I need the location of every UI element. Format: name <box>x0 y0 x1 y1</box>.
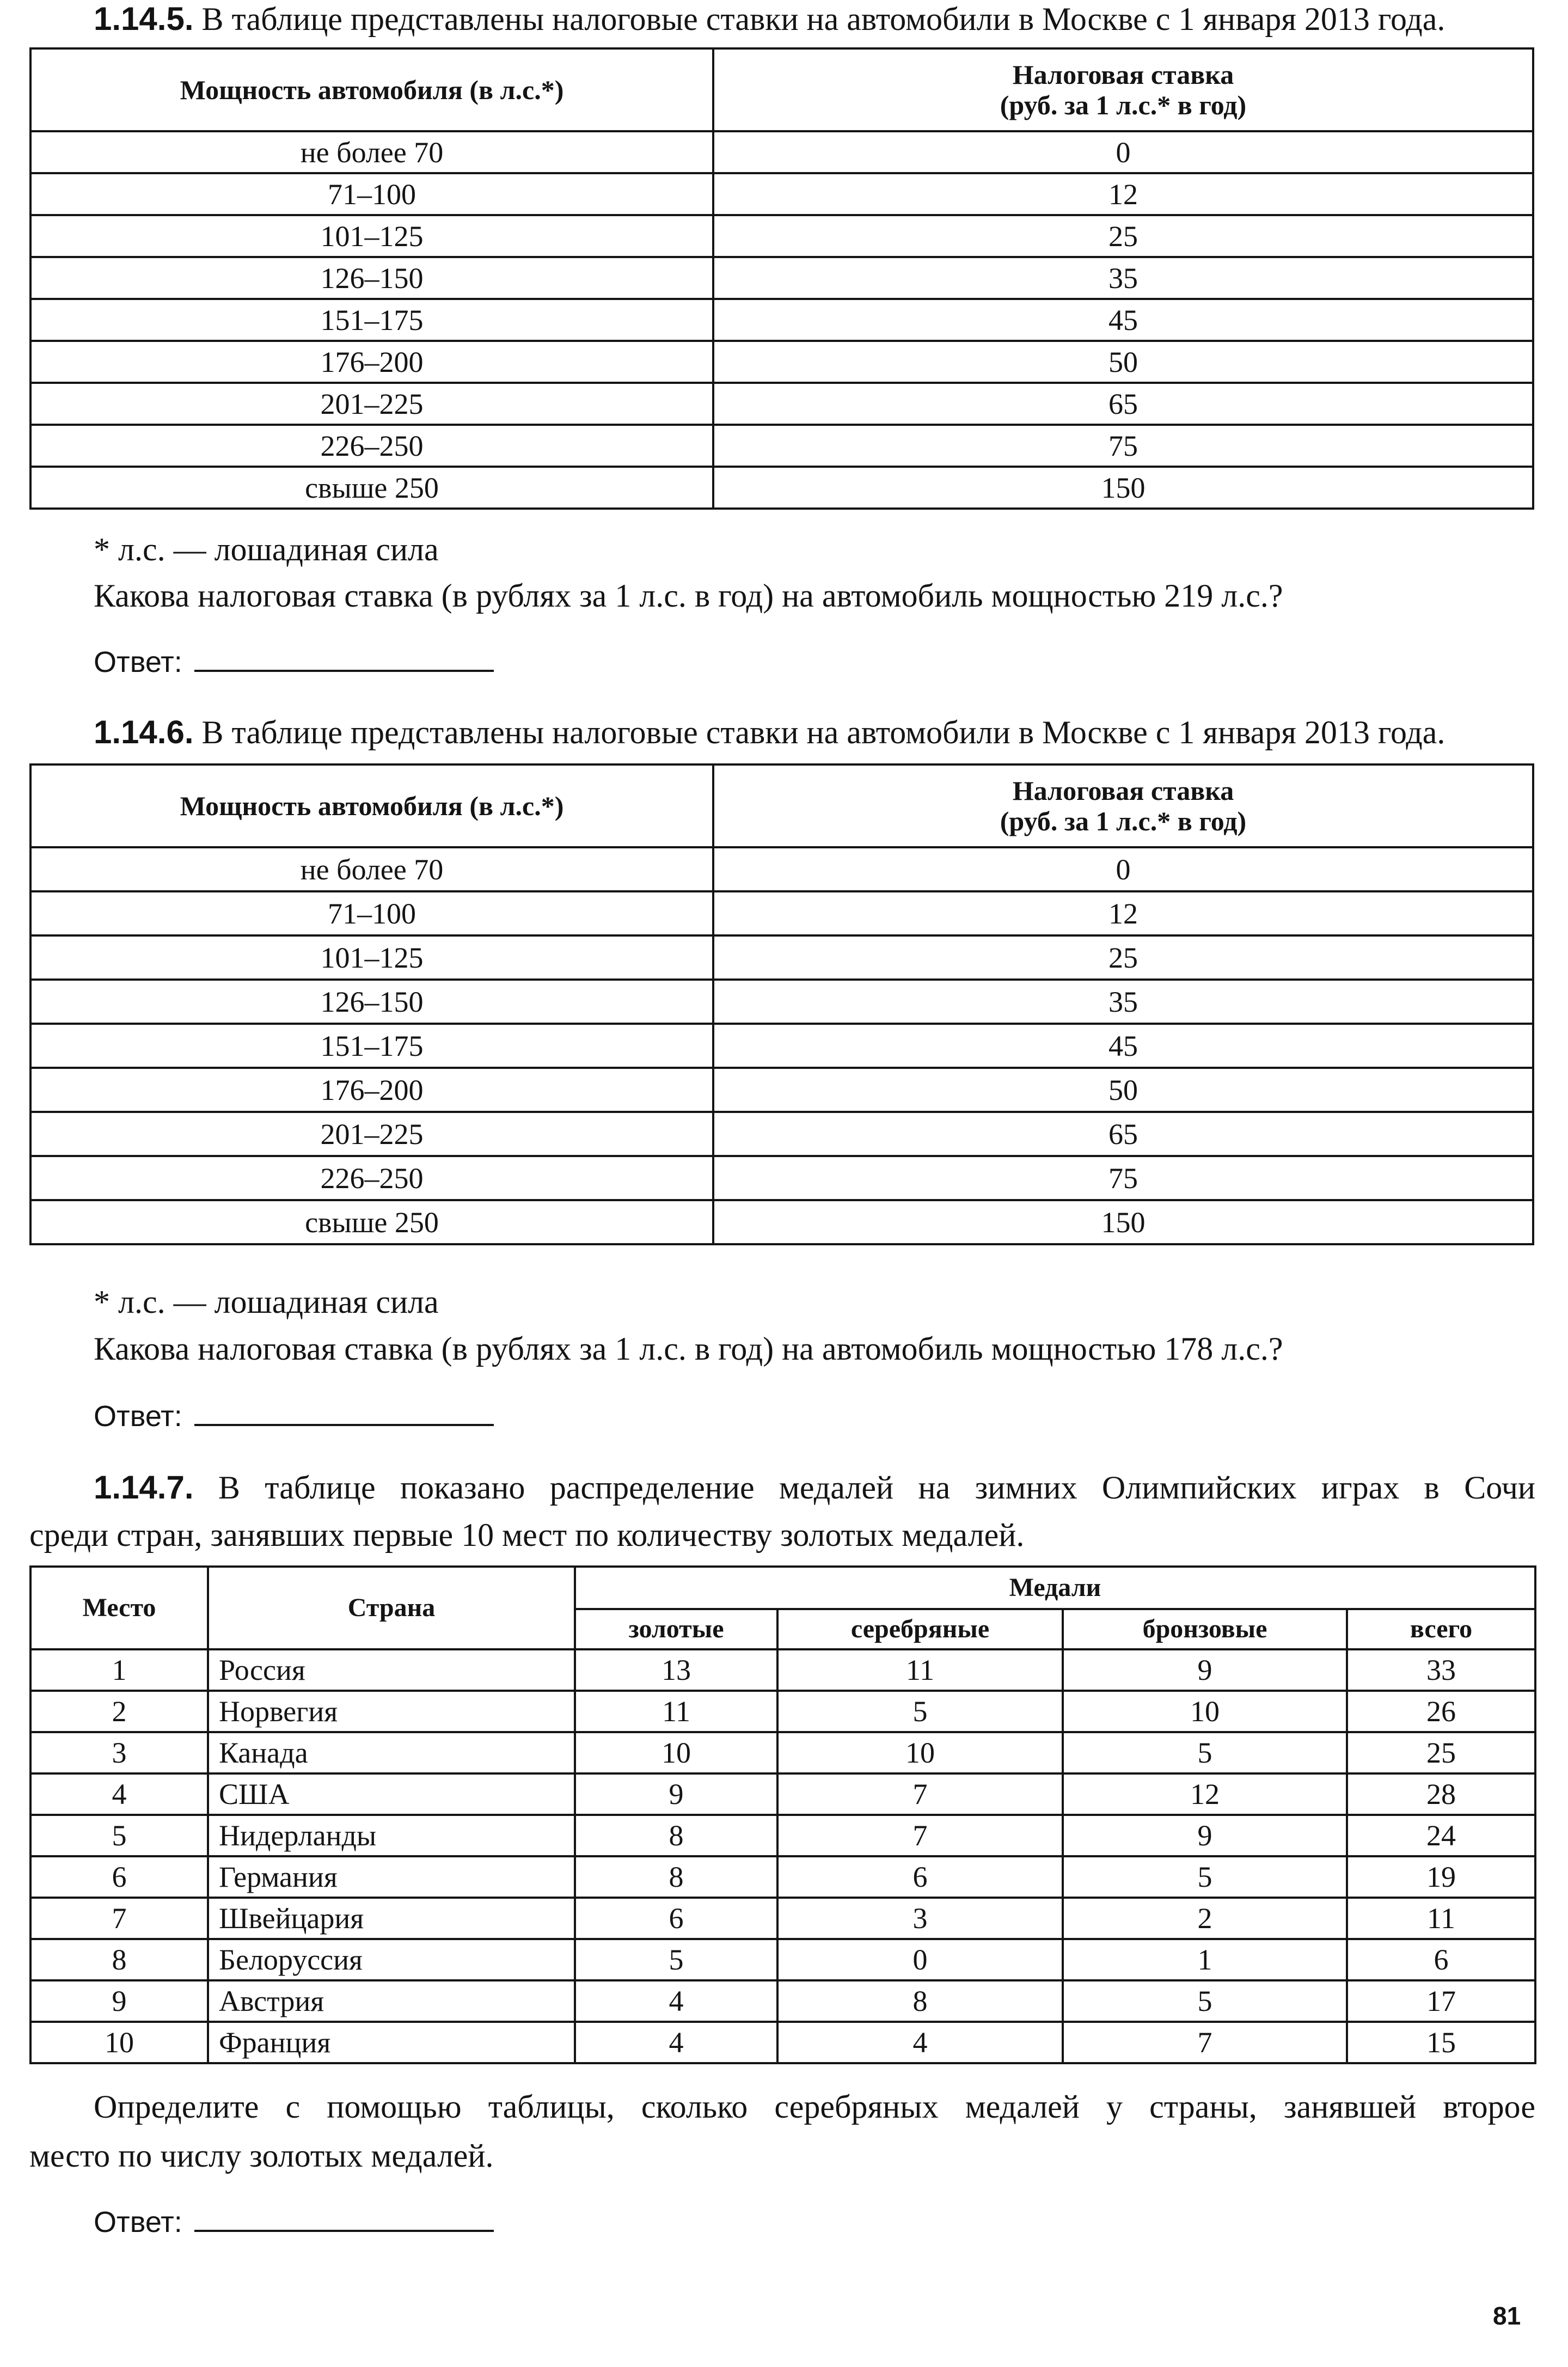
rate-cell: 75 <box>713 1156 1533 1200</box>
silver-cell: 7 <box>777 1815 1063 1856</box>
bronze-cell: 9 <box>1063 1649 1347 1691</box>
question: Какова налоговая ставка (в рублях за 1 л.с. в год) на автомобиль мощностью 219 л.с.? <box>94 578 1283 614</box>
table-row <box>30 1732 1535 1773</box>
header-rate <box>713 764 1533 847</box>
header-power: Мощность автомобиля (в л.с.*) <box>30 48 713 131</box>
country-cell: США <box>208 1773 575 1815</box>
problem-intro-text: В таблице представлены налоговые ставки на автомобили в Москве с 1 января 2013 года. <box>201 1 1445 37</box>
total-cell: 26 <box>1347 1691 1535 1732</box>
power-cell: 226–250 <box>30 1156 713 1200</box>
gold-cell: 4 <box>575 2022 777 2063</box>
power-cell: 226–250 <box>30 425 713 467</box>
power-cell: свыше 250 <box>30 1200 713 1244</box>
answer-field <box>94 643 494 679</box>
answer-field <box>94 1397 494 1433</box>
power-cell: 126–150 <box>30 257 713 299</box>
country-cell: Швейцария <box>208 1898 575 1939</box>
bronze-cell: 5 <box>1063 1980 1347 2022</box>
country-cell: Россия <box>208 1649 575 1691</box>
rate-cell: 12 <box>713 891 1533 935</box>
table-row <box>30 1815 1535 1856</box>
table-row <box>30 299 1533 341</box>
table-row <box>30 891 1533 935</box>
table-row <box>30 1856 1535 1898</box>
place-cell: 10 <box>30 2022 208 2063</box>
rate-cell: 0 <box>713 847 1533 891</box>
total-cell: 25 <box>1347 1732 1535 1773</box>
table-header-row <box>30 764 1533 847</box>
table-row <box>30 383 1533 425</box>
power-cell: не более 70 <box>30 131 713 173</box>
table-row <box>30 1649 1535 1691</box>
table-row <box>30 1980 1535 2022</box>
power-cell: 101–125 <box>30 215 713 257</box>
total-cell: 11 <box>1347 1898 1535 1939</box>
power-cell: свыше 250 <box>30 467 713 509</box>
table-row <box>30 173 1533 215</box>
table-row <box>30 1112 1533 1156</box>
power-cell: 201–225 <box>30 1112 713 1156</box>
bronze-cell: 12 <box>1063 1773 1347 1815</box>
table-row <box>30 131 1533 173</box>
header-power: Мощность автомобиля (в л.с.*) <box>30 764 713 847</box>
gold-cell: 5 <box>575 1939 777 1980</box>
silver-cell: 8 <box>777 1980 1063 2022</box>
rate-cell: 35 <box>713 257 1533 299</box>
bronze-cell: 5 <box>1063 1856 1347 1898</box>
rate-cell: 65 <box>713 1112 1533 1156</box>
rate-cell: 0 <box>713 131 1533 173</box>
header-rate <box>713 48 1533 131</box>
gold-cell: 4 <box>575 1980 777 2022</box>
rate-cell: 150 <box>713 1200 1533 1244</box>
power-cell: 151–175 <box>30 299 713 341</box>
table-row <box>30 1773 1535 1815</box>
header-bronze: бронзовые <box>1063 1609 1347 1649</box>
table-row <box>30 980 1533 1024</box>
question-line2: место по числу золотых медалей. <box>29 2138 494 2174</box>
header-place: Место <box>30 1567 208 1649</box>
rate-cell: 25 <box>713 215 1533 257</box>
problem-2-intro <box>94 713 1445 752</box>
place-cell: 7 <box>30 1898 208 1939</box>
table-row <box>30 1156 1533 1200</box>
rate-cell: 50 <box>713 341 1533 383</box>
table-row <box>30 1068 1533 1112</box>
country-cell: Франция <box>208 2022 575 2063</box>
gold-cell: 8 <box>575 1815 777 1856</box>
gold-cell: 10 <box>575 1732 777 1773</box>
power-cell: не более 70 <box>30 847 713 891</box>
problem-3-intro-line1 <box>94 1469 1535 1507</box>
rate-cell: 65 <box>713 383 1533 425</box>
rate-cell: 12 <box>713 173 1533 215</box>
header-total: всего <box>1347 1609 1535 1649</box>
rate-cell: 45 <box>713 299 1533 341</box>
table-row <box>30 425 1533 467</box>
place-cell: 5 <box>30 1815 208 1856</box>
table-row <box>30 215 1533 257</box>
problem-number: 1.14.6. <box>94 714 194 750</box>
power-cell: 201–225 <box>30 383 713 425</box>
rate-cell: 25 <box>713 935 1533 980</box>
place-cell: 9 <box>30 1980 208 2022</box>
rate-cell: 35 <box>713 980 1533 1024</box>
silver-cell: 11 <box>777 1649 1063 1691</box>
power-cell: 71–100 <box>30 173 713 215</box>
table-row <box>30 1691 1535 1732</box>
answer-label: Ответ: <box>94 2206 182 2238</box>
answer-line[interactable] <box>194 643 494 672</box>
place-cell: 4 <box>30 1773 208 1815</box>
header-rate-line1: Налоговая ставка <box>1012 775 1234 806</box>
problem-3-intro-line2: среди стран, занявших первые 10 мест по количеству золотых медалей. <box>29 1517 1025 1553</box>
table-row <box>30 935 1533 980</box>
question: Какова налоговая ставка (в рублях за 1 л.с. в год) на автомобиль мощностью 178 л.с.? <box>94 1331 1283 1367</box>
table-row <box>30 467 1533 509</box>
total-cell: 19 <box>1347 1856 1535 1898</box>
total-cell: 33 <box>1347 1649 1535 1691</box>
tax-table-2 <box>29 763 1534 1245</box>
gold-cell: 13 <box>575 1649 777 1691</box>
table-row <box>30 341 1533 383</box>
page-number: 81 <box>1493 2302 1521 2330</box>
table-header-row <box>30 48 1533 131</box>
bronze-cell: 1 <box>1063 1939 1347 1980</box>
power-cell: 126–150 <box>30 980 713 1024</box>
silver-cell: 6 <box>777 1856 1063 1898</box>
power-cell: 176–200 <box>30 1068 713 1112</box>
country-cell: Австрия <box>208 1980 575 2022</box>
bronze-cell: 7 <box>1063 2022 1347 2063</box>
header-gold: золотые <box>575 1609 777 1649</box>
answer-label: Ответ: <box>94 646 182 678</box>
header-rate-line2: (руб. за 1 л.с.* в год) <box>1000 90 1247 120</box>
power-cell: 151–175 <box>30 1024 713 1068</box>
silver-cell: 5 <box>777 1691 1063 1732</box>
country-cell: Белоруссия <box>208 1939 575 1980</box>
total-cell: 28 <box>1347 1773 1535 1815</box>
table-row <box>30 1024 1533 1068</box>
answer-line[interactable] <box>194 2203 494 2232</box>
power-cell: 176–200 <box>30 341 713 383</box>
header-country: Страна <box>208 1567 575 1649</box>
header-rate-line2: (руб. за 1 л.с.* в год) <box>1000 806 1247 836</box>
table-header-row <box>30 1567 1535 1609</box>
header-rate-line1: Налоговая ставка <box>1012 59 1234 90</box>
table-row <box>30 1939 1535 1980</box>
problem-intro-text: В таблице представлены налоговые ставки на автомобили в Москве с 1 января 2013 года. <box>201 714 1445 750</box>
country-cell: Германия <box>208 1856 575 1898</box>
table-row <box>30 257 1533 299</box>
rate-cell: 75 <box>713 425 1533 467</box>
silver-cell: 0 <box>777 1939 1063 1980</box>
country-cell: Нидерланды <box>208 1815 575 1856</box>
total-cell: 24 <box>1347 1815 1535 1856</box>
table-row <box>30 847 1533 891</box>
silver-cell: 3 <box>777 1898 1063 1939</box>
problem-number: 1.14.7. <box>94 1469 194 1506</box>
tax-table-1 <box>29 47 1534 510</box>
place-cell: 3 <box>30 1732 208 1773</box>
bronze-cell: 2 <box>1063 1898 1347 1939</box>
footnote: * л.с. — лошадиная сила <box>94 531 439 567</box>
gold-cell: 9 <box>575 1773 777 1815</box>
power-cell: 101–125 <box>30 935 713 980</box>
table-row <box>30 1898 1535 1939</box>
answer-field <box>94 2203 494 2239</box>
total-cell: 6 <box>1347 1939 1535 1980</box>
bronze-cell: 10 <box>1063 1691 1347 1732</box>
table-row <box>30 2022 1535 2063</box>
place-cell: 6 <box>30 1856 208 1898</box>
silver-cell: 7 <box>777 1773 1063 1815</box>
total-cell: 15 <box>1347 2022 1535 2063</box>
header-silver: серебряные <box>777 1609 1063 1649</box>
rate-cell: 45 <box>713 1024 1533 1068</box>
header-medals: Медали <box>575 1567 1535 1609</box>
country-cell: Канада <box>208 1732 575 1773</box>
place-cell: 8 <box>30 1939 208 1980</box>
total-cell: 17 <box>1347 1980 1535 2022</box>
question-line1: Определите с помощью таблицы, сколько серебряных медалей у страны, занявшей второе <box>94 2089 1535 2125</box>
silver-cell: 4 <box>777 2022 1063 2063</box>
place-cell: 1 <box>30 1649 208 1691</box>
silver-cell: 10 <box>777 1732 1063 1773</box>
gold-cell: 6 <box>575 1898 777 1939</box>
problem-number: 1.14.5. <box>94 1 194 37</box>
medal-table <box>29 1565 1536 2064</box>
power-cell: 71–100 <box>30 891 713 935</box>
rate-cell: 50 <box>713 1068 1533 1112</box>
gold-cell: 8 <box>575 1856 777 1898</box>
gold-cell: 11 <box>575 1691 777 1732</box>
place-cell: 2 <box>30 1691 208 1732</box>
bronze-cell: 9 <box>1063 1815 1347 1856</box>
bronze-cell: 5 <box>1063 1732 1347 1773</box>
footnote: * л.с. — лошадиная сила <box>94 1284 439 1320</box>
country-cell: Норвегия <box>208 1691 575 1732</box>
rate-cell: 150 <box>713 467 1533 509</box>
table-row <box>30 1200 1533 1244</box>
problem-1-intro <box>94 0 1445 39</box>
problem-intro-text: В таблице показано распределение медалей на зимних Олимпийских играх в Сочи <box>218 1470 1535 1506</box>
answer-line[interactable] <box>194 1397 494 1426</box>
answer-label: Ответ: <box>94 1400 182 1433</box>
